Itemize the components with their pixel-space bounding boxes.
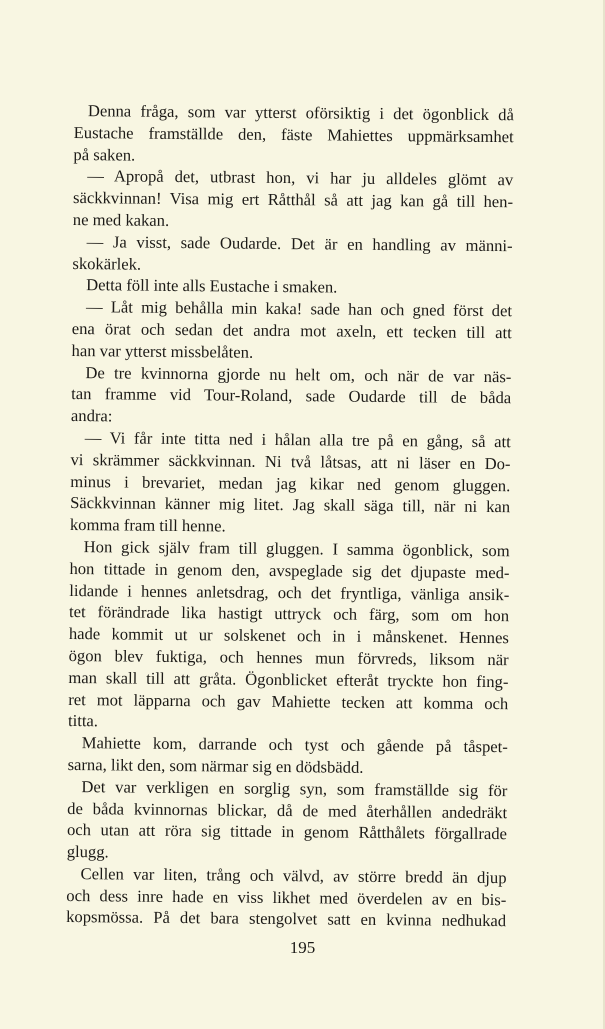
text-line: Cellen var liten, trång och välvd, av större bredd än djup (80, 863, 507, 888)
text-line: säckkvinnan! Visa mig ert Råtthål så att jag kan gå till hen- (72, 188, 514, 212)
text-line: lidande i hennes anletsdrag, och det fryntliga, vänliga ansik- (69, 580, 510, 604)
text-line: hon tittade in genom den, avspeglade sig det djupaste med- (69, 558, 510, 582)
text-line: Hon gick själv fram till gluggen. I samma ögonblick, som (83, 537, 510, 561)
text-line: — Vi får inte titta ned i hålan alla tre på en gång, så att (84, 428, 511, 452)
text-line: Detta föll inte alls Eustache i smaken. (86, 275, 338, 297)
page-number: 195 (289, 938, 316, 957)
text-line: ne med kakan. (72, 209, 170, 230)
text-line: Säckkvinnan känner mig litet. Jag skall säga till, när ni kan (70, 493, 511, 517)
text-line: hade kommit ut ur solskenet och in i månskenet. Hennes (68, 624, 509, 648)
text-line: och dess inre hade en viss likhet med överdelen av en bis- (66, 885, 507, 909)
text-line: man skall till att gråta. Ögonblicket efteråt tryckte hon fing- (68, 667, 509, 691)
text-line: kopsmössa. På det bara stengolvet satt en kvinna nedhukad (66, 907, 507, 931)
text-line: ögon blev fuktiga, och hennes mun förvreds, liksom när (68, 645, 509, 670)
text-line: De tre kvinnorna gjorde nu helt om, och när de var näs- (85, 362, 512, 386)
text-line: — Apropå det, utbrast hon, vi har ju alldeles glömt av (87, 166, 514, 190)
text-line: tet förändrade lika hastigt uttryck och färg, som om hon (68, 602, 510, 626)
text-line: tan framme vid Tour-Roland, sade Oudarde till de båda (71, 384, 512, 408)
text-line: andra: (70, 406, 113, 426)
text-line: sarna, likt den, som närmar sig en dödsbädd. (67, 754, 364, 777)
text-line: glugg. (66, 842, 109, 862)
text-line: Eustache framställde den, fäste Mahiettes uppmärksamhet (73, 122, 514, 147)
text-line: Denna fråga, som var ytterst oförsiktig i det ögonblick då (87, 101, 514, 125)
text-line: — Låt mig behålla min kaka! sade han och gned först det (85, 297, 513, 321)
text-line: ret mot läpparna och gav Mahiette tecken att komma och (68, 689, 509, 713)
text-line: minus i brevariet, medan jag kikar ned genom gluggen. (70, 471, 511, 495)
text-line: han var ytterst missbelåten. (71, 340, 254, 362)
text-line: komma fram till henne. (69, 515, 226, 536)
text-line: titta. (67, 711, 99, 731)
text-line: — Ja visst, sade Oudarde. Det är en handling av männi- (86, 231, 513, 255)
text-line: ena örat och sedan det andra mot axeln, ett tecken till att (71, 318, 512, 343)
text-line: de båda kvinnornas blickar, då de med återhållen andedräkt (67, 798, 508, 822)
text-line: på saken. (73, 144, 136, 165)
text-line: och utan att röra sig tittade in genom Råtthålets förgallrade (66, 820, 508, 844)
text-line: Det var verkligen en sorglig syn, som framställde sig för (81, 776, 508, 800)
text-line: vi skrämmer säckkvinnan. Ni två låtsas, att ni läser en Do- (70, 449, 511, 473)
text-line: skokärlek. (72, 253, 142, 274)
text-line: Mahiette kom, darrande och tyst och gående på tåspet- (81, 733, 508, 757)
page-text (66, 100, 514, 932)
